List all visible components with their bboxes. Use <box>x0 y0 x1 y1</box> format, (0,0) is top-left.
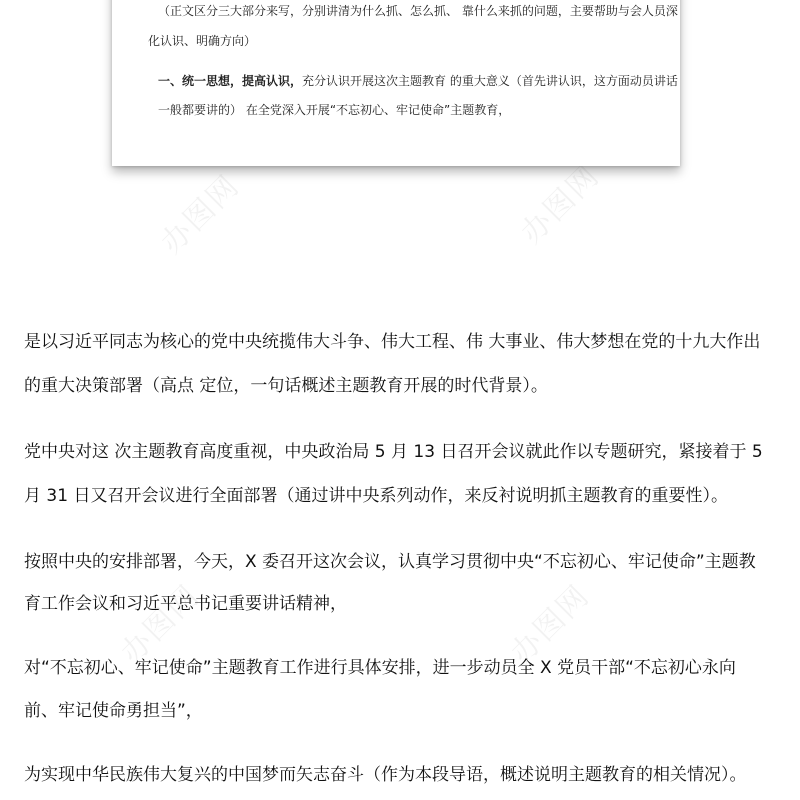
paragraph-3-line-1: 按照中央的安排部署，今天，X 委召开这次会议，认真学习贯彻中央“不忘初心、牢记使命”主题教 <box>24 552 756 572</box>
paragraph-2-line-2: 月 31 日又召开会议进行全面部署（通过讲中央系列动作，来反衬说明抓主题教育的重要性）。 <box>24 486 728 506</box>
card-note-line-1: （正文区分三大部分来写，分别讲清为什么抓、怎么抓、 靠什么来抓的问题，主要帮助与会人员深 <box>158 4 678 18</box>
paragraph-4-line-2: 前、牢记使命勇担当”， <box>24 701 203 721</box>
paragraph-4-line-1: 对“不忘初心、牢记使命”主题教育工作进行具体安排，进一步动员全 X 党员干部“不忘初心永向 <box>24 658 736 678</box>
card-note-line-2: 化认识、明确方向） <box>148 34 257 48</box>
card-heading-line-2: 一般都要讲的） 在全党深入开展“不忘初心、牢记使命”主题教育， <box>158 103 511 117</box>
watermark: 办图网 <box>154 168 247 261</box>
paragraph-1-line-1: 是以习近平同志为核心的党中央统揽伟大斗争、伟大工程、伟 大事业、伟大梦想在党的十九大作出 <box>24 332 761 352</box>
card-heading-bold: 一、统一思想，提高认识， <box>158 74 303 88</box>
watermark: 办图网 <box>504 578 597 671</box>
card-heading-line-1 <box>158 73 678 89</box>
paragraph-3-line-2: 育工作会议和习近平总书记重要讲话精神， <box>24 594 347 614</box>
watermark: 办图网 <box>514 158 607 251</box>
paragraph-2-line-1: 党中央对这 次主题教育高度重视，中央政治局 5 月 13 日召开会议就此作以专题研究，紧接着于 5 <box>24 442 763 462</box>
card-heading-rest: 充分认识开展这次主题教育 的重大意义（首先讲认识，这方面动员讲话 <box>302 74 678 88</box>
paragraph-1-line-2: 的重大决策部署（高点 定位，一句话概述主题教育开展的时代背景）。 <box>24 376 548 396</box>
paragraph-5-line-1: 为实现中华民族伟大复兴的中国梦而矢志奋斗（作为本段导语，概述说明主题教育的相关情况）。 <box>24 765 747 785</box>
watermark: 办图网 <box>114 578 207 671</box>
